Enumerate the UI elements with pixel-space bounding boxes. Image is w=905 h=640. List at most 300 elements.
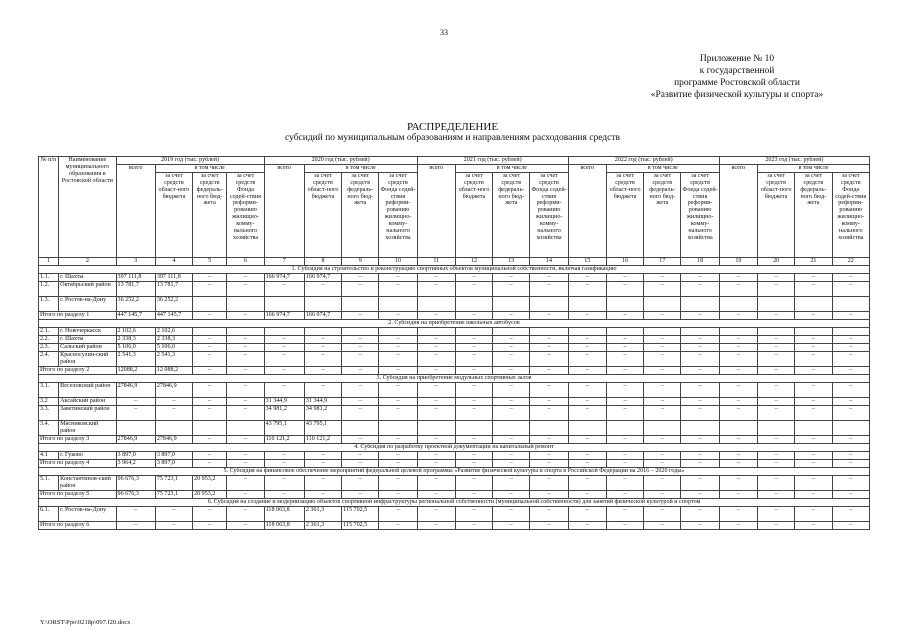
value-cell: – [455,475,492,490]
value-cell [264,296,304,311]
section-title: 1. Субсидия на строительство и реконструкцию спортивных объектов муниципальной собственности, включая газификацию [39,265,870,273]
value-cell [342,420,379,435]
column-number: 12 [455,257,492,265]
total-value-cell: 75 723,1 [155,490,192,498]
value-cell [530,327,568,335]
section-total-label: Итого по разделу 2 [39,366,117,374]
header-source: за счет средств област-ного бюджета [455,172,492,257]
value-cell: – [193,343,227,351]
file-path-footer: Y:\ORST\Ppo\0218p\097.f20.docx [40,619,131,626]
value-cell: – [304,451,341,459]
value-cell: – [568,397,606,405]
header-row [39,164,870,172]
header-source: за счет средств област-ного бюджета [304,172,341,257]
value-cell: – [644,335,681,343]
column-number: 22 [832,257,870,265]
value-cell: – [493,506,530,521]
municipality-name: Веселовский район [59,382,116,397]
value-cell: 31 344,9 [264,397,304,405]
row-number: 3.2 [39,397,59,405]
value-cell [193,296,227,311]
value-cell: – [493,405,530,420]
value-cell: – [116,506,155,521]
total-value-cell: 27846,9 [155,435,192,443]
value-cell: – [379,397,417,405]
value-cell: – [530,397,568,405]
value-cell [644,420,681,435]
value-cell [644,296,681,311]
value-cell [227,420,264,435]
value-cell [193,327,227,335]
value-cell: – [795,343,832,351]
value-cell: – [193,506,227,521]
value-cell: – [227,506,264,521]
row-number: 2.4. [39,351,59,366]
value-cell [379,296,417,311]
value-cell: – [795,335,832,343]
value-cell: – [681,451,719,459]
value-cell: – [568,343,606,351]
value-cell: – [832,475,870,490]
value-cell: 96 676,3 [116,475,155,490]
value-cell: – [681,351,719,366]
header-year: 2022 год (тыс. рублей) [568,157,719,165]
total-value-cell: – [193,521,227,529]
table-row [39,335,870,343]
header-row [39,157,870,165]
value-cell: – [758,397,795,405]
total-value-cell: – [795,490,832,498]
value-cell [116,420,155,435]
total-value-cell: – [606,435,643,443]
section-total-row [39,459,870,467]
value-cell: – [493,335,530,343]
value-cell: – [530,451,568,459]
value-cell: – [304,382,341,397]
header-total: всего [417,164,455,257]
value-cell: – [193,281,227,296]
value-cell: – [681,281,719,296]
total-value-cell: – [227,366,264,374]
total-value-cell: – [681,435,719,443]
value-cell: 13 781,7 [155,281,192,296]
value-cell: – [530,273,568,281]
value-cell [758,296,795,311]
total-value-cell: 166 974,7 [264,311,304,319]
value-cell: – [568,273,606,281]
total-value-cell: – [193,311,227,319]
subsidy-table [38,156,870,530]
value-cell: – [264,281,304,296]
value-cell [342,327,379,335]
value-cell: – [379,506,417,521]
value-cell: – [227,343,264,351]
value-cell: 43 795,1 [304,420,341,435]
value-cell [795,327,832,335]
value-cell: 5 106,0 [155,343,192,351]
value-cell: – [379,335,417,343]
value-cell: – [455,506,492,521]
section-title-row [39,467,870,475]
total-value-cell: – [832,490,870,498]
total-value-cell: – [417,459,455,467]
column-number: 20 [758,257,795,265]
value-cell: 166 974,7 [264,273,304,281]
value-cell: – [795,475,832,490]
value-cell: – [493,475,530,490]
value-cell: – [681,273,719,281]
section-total-label: Итого по разделу 6 [39,521,117,529]
value-cell [832,420,870,435]
header-source: за счет средств федераль-ного бюд-жета [493,172,530,257]
value-cell: 27846,9 [116,382,155,397]
header-source: за счет средств Фонда содей-ствия реформи-рованию жилищно-комму-нального хозяйства [227,172,264,257]
value-cell: – [568,335,606,343]
total-value-cell: – [493,366,530,374]
value-cell [568,327,606,335]
total-value-cell: – [644,521,681,529]
value-cell: – [530,506,568,521]
header-source: за счет средств федераль-ного бюд-жета [795,172,832,257]
value-cell [493,296,530,311]
header-source: за счет средств Фонда содей-ствия реформи-рованию жилищно-комму-нального хозяйства [530,172,568,257]
value-cell: – [568,506,606,521]
table-row [39,382,870,397]
row-number: 1.3. [39,296,59,311]
total-value-cell: – [227,311,264,319]
document-title: РАСПРЕДЕЛЕНИЕ [406,121,499,133]
column-number: 7 [264,257,304,265]
value-cell [342,296,379,311]
section-title-row [39,443,870,451]
value-cell: – [832,351,870,366]
section-title: 2. Субсидия на приобретение школьных автобусов [39,319,870,327]
total-value-cell: – [227,459,264,467]
total-value-cell: – [719,435,757,443]
section-total-row [39,311,870,319]
total-value-cell: – [417,435,455,443]
value-cell: 2 541,3 [155,351,192,366]
value-cell [417,327,455,335]
total-value-cell: – [530,366,568,374]
value-cell: – [530,405,568,420]
total-value-cell: – [568,490,606,498]
value-cell [227,296,264,311]
value-cell: 36 252,2 [155,296,192,311]
column-number: 13 [493,257,530,265]
header-incl: в том числе [606,164,719,172]
value-cell: – [832,382,870,397]
row-number: 5.1. [39,475,59,490]
value-cell: – [719,451,757,459]
municipality-name: Константинов-ский район [59,475,116,490]
header-total: всего [116,164,155,257]
municipality-name: г. Ростов-на-Дону [59,296,116,311]
row-number: 3.1. [39,382,59,397]
value-cell: – [455,405,492,420]
row-number: 1.1. [39,273,59,281]
value-cell: – [530,335,568,343]
value-cell: – [719,382,757,397]
total-value-cell: 110 121,2 [264,435,304,443]
value-cell: 20 953,2 [193,475,227,490]
municipality-name: Заветинский район [59,405,116,420]
total-value-cell: – [644,459,681,467]
value-cell: 2 541,3 [116,351,155,366]
value-cell: – [379,281,417,296]
table-row [39,405,870,420]
value-cell: – [606,475,643,490]
column-number: 17 [644,257,681,265]
value-cell [417,296,455,311]
value-cell: – [758,335,795,343]
total-value-cell: – [342,311,379,319]
value-cell: 3 897,0 [116,451,155,459]
value-cell: 2 338,3 [155,335,192,343]
total-value-cell: 447 145,7 [155,311,192,319]
total-value-cell: – [795,435,832,443]
value-cell: – [155,405,192,420]
value-cell: – [832,273,870,281]
value-cell: – [758,451,795,459]
value-cell [758,327,795,335]
total-value-cell: – [455,521,492,529]
value-cell: 2 361,3 [304,506,341,521]
row-number: 3.3. [39,405,59,420]
total-value-cell: – [719,459,757,467]
value-cell [304,327,341,335]
value-cell: – [681,475,719,490]
value-cell: – [155,506,192,521]
value-cell: – [342,451,379,459]
column-number: 8 [304,257,341,265]
value-cell: – [342,343,379,351]
value-cell: – [644,281,681,296]
value-cell: 75 723,1 [155,475,192,490]
column-number: 16 [606,257,643,265]
total-value-cell: – [606,490,643,498]
total-value-cell: – [417,311,455,319]
header-source: за счет средств Фонда содей-ствия реформи-рованию жилищно-комму-нального хозяйства [379,172,417,257]
column-number: 1 [39,257,59,265]
total-value-cell: – [493,459,530,467]
value-cell: 166 974,7 [304,273,341,281]
value-cell: – [606,451,643,459]
total-value-cell: – [379,311,417,319]
value-cell: – [417,397,455,405]
value-cell: – [606,397,643,405]
header-incl: в том числе [155,164,264,172]
value-cell: – [342,273,379,281]
table-row [39,397,870,405]
value-cell: – [644,397,681,405]
total-value-cell: – [530,435,568,443]
appendix-line: «Развитие физической культуры и спорта» [650,90,824,100]
value-cell: – [264,351,304,366]
value-cell: – [719,273,757,281]
value-cell: – [455,451,492,459]
value-cell: – [455,335,492,343]
value-cell: – [795,281,832,296]
header-source: за счет средств Фонда содей-ствия реформи-рованию жилищно-комму-нального хозяйства [681,172,719,257]
table-row [39,475,870,490]
total-value-cell: – [417,366,455,374]
row-number: 1.2. [39,281,59,296]
total-value-cell: – [342,435,379,443]
total-value-cell: – [568,459,606,467]
value-cell: 36 252,2 [116,296,155,311]
value-cell: – [568,405,606,420]
section-title: 4. Субсидия по разработку проектной документации на капитальный ремонт [39,443,870,451]
total-value-cell: 20 953,2 [193,490,227,498]
table-row [39,281,870,296]
table-row [39,273,870,281]
value-cell: 118 063,8 [264,506,304,521]
value-cell: – [832,451,870,459]
value-cell: – [606,281,643,296]
value-cell: – [304,475,341,490]
value-cell: 115 702,5 [342,506,379,521]
total-value-cell: – [342,459,379,467]
value-cell [227,327,264,335]
value-cell [568,296,606,311]
total-value-cell: 110 121,2 [304,435,341,443]
header-source: за счет средств област-ного бюджета [155,172,192,257]
value-cell: – [116,405,155,420]
value-cell: – [455,351,492,366]
value-cell: 34 981,2 [264,405,304,420]
row-number: 4.1 [39,451,59,459]
value-cell: – [758,382,795,397]
section-total-row [39,435,870,443]
value-cell: – [719,281,757,296]
value-cell: – [227,273,264,281]
value-cell [193,420,227,435]
value-cell: – [681,335,719,343]
table-row [39,420,870,435]
value-cell: – [568,382,606,397]
value-cell: – [719,397,757,405]
total-value-cell: – [455,459,492,467]
column-number: 18 [681,257,719,265]
value-cell: – [417,273,455,281]
value-cell: – [155,397,192,405]
value-cell: – [832,397,870,405]
municipality-name: г. Шахты [59,273,116,281]
value-cell: – [379,382,417,397]
section-title: 6. Субсидия на создание и модернизацию объектов спортивной инфраструктуры региональной собственности (муниципальной собственности) для занятий физической культурой и спортом [39,498,870,506]
value-cell: – [606,343,643,351]
total-value-cell: – [227,490,264,498]
value-cell [681,296,719,311]
total-value-cell: – [342,490,379,498]
value-cell: – [530,351,568,366]
value-cell: – [832,506,870,521]
total-value-cell: 3 964,2 [116,459,155,467]
value-cell [417,420,455,435]
value-cell: – [795,506,832,521]
value-cell: – [379,343,417,351]
header-total: всего [719,164,757,257]
value-cell: – [455,343,492,351]
value-cell: – [568,451,606,459]
value-cell: – [193,405,227,420]
total-value-cell: – [193,366,227,374]
column-number: 6 [227,257,264,265]
total-value-cell: – [530,311,568,319]
column-number: 19 [719,257,757,265]
value-cell: – [719,351,757,366]
municipality-name: Мясниковский район [59,420,116,435]
value-cell: 31 344,9 [304,397,341,405]
value-cell: – [304,281,341,296]
header-source: за счет средств федераль-ного бюд-жета [644,172,681,257]
value-cell: – [264,335,304,343]
municipality-name: Красносулин-ский район [59,351,116,366]
section-title: 5. Субсидия на финансовое обеспечение мероприятий федеральной целевой программы «Развитие физической культуры и спорта в Российской Федерации на 2016 – 2020 годы» [39,467,870,475]
total-value-cell: – [227,521,264,529]
header-municipality: Наименование муниципального образования в Ростовской области [59,157,116,258]
total-value-cell: – [681,311,719,319]
header-total: всего [568,164,606,257]
value-cell: – [342,281,379,296]
total-value-cell: – [193,435,227,443]
value-cell [155,420,192,435]
municipality-name: г. Гуково [59,451,116,459]
total-value-cell: – [795,459,832,467]
municipality-name: Аксайский район [59,397,116,405]
value-cell: – [193,273,227,281]
header-source: за счет средств област-ного бюджета [758,172,795,257]
appendix-line: Приложение № 10 [699,54,775,64]
section-total-label: Итого по разделу 1 [39,311,117,319]
value-cell: – [379,351,417,366]
value-cell: – [644,506,681,521]
total-value-cell: – [719,490,757,498]
value-cell: – [227,397,264,405]
value-cell: 2 102,6 [116,327,155,335]
value-cell: – [832,335,870,343]
total-value-cell: – [758,435,795,443]
total-value-cell: – [758,490,795,498]
value-cell [304,296,341,311]
section-title-row [39,374,870,382]
value-cell: – [264,343,304,351]
row-number: 2.2. [39,335,59,343]
value-cell: – [568,281,606,296]
total-value-cell: 2 361,3 [304,521,341,529]
value-cell: – [644,451,681,459]
table-row [39,296,870,311]
header-num: № п/п [39,157,59,258]
value-cell: – [417,451,455,459]
section-total-row [39,366,870,374]
total-value-cell: – [417,490,455,498]
value-cell: – [342,397,379,405]
total-value-cell: – [681,521,719,529]
total-value-cell: – [832,366,870,374]
table-row [39,351,870,366]
municipality-name: г. Шахты [59,335,116,343]
table-row [39,327,870,335]
value-cell: – [342,405,379,420]
total-value-cell: – [264,490,304,498]
value-cell: – [758,273,795,281]
total-value-cell: 12088,2 [116,366,155,374]
value-cell [493,420,530,435]
total-value-cell: – [758,521,795,529]
value-cell: – [606,405,643,420]
